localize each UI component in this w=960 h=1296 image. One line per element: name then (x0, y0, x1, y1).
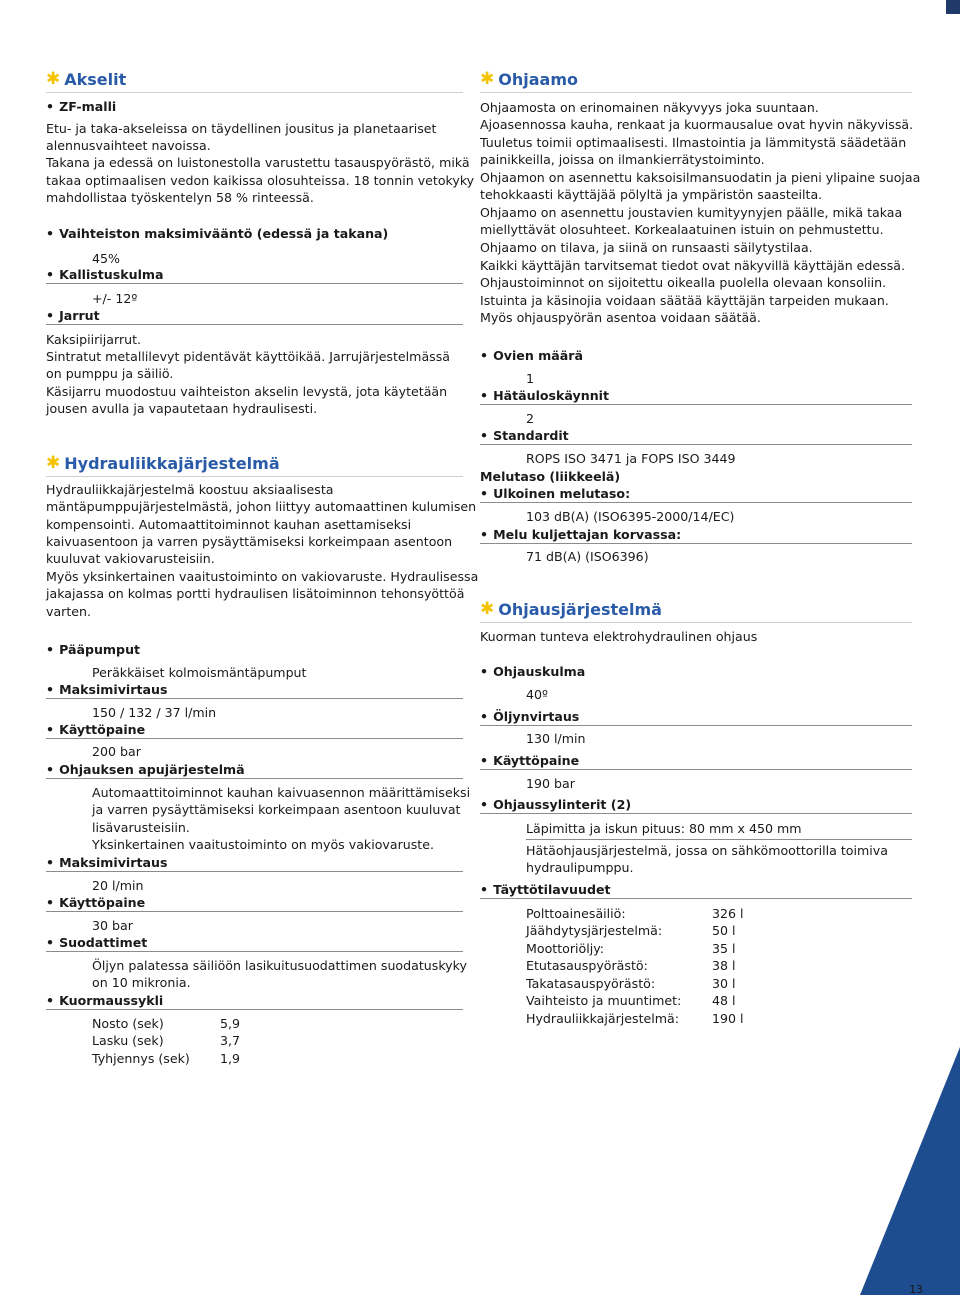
section-akselit-heading (46, 69, 126, 89)
cycle-key: Nosto (sek) (92, 1016, 164, 1031)
spec-value: 150 / 132 / 37 l/min (92, 705, 217, 720)
paragraph-line: mäntäpumppujärjestelmästä, johon liittyy automaattinen kulumisen (46, 499, 477, 514)
paragraph-line: Kaksipiirijarrut. (46, 332, 142, 347)
spec-label: • Standardit (480, 427, 912, 445)
spec-value: 30 bar (92, 918, 133, 933)
spec-value: 200 bar (92, 744, 141, 759)
section-title: Hydrauliikkajärjestelmä (64, 453, 280, 473)
paragraph-line: Ohjaustoiminnot on sijoitettu oikealla puolella olevaan konsoliin. (480, 275, 887, 290)
section-title: Akselit (64, 69, 127, 89)
asterisk-icon: ✱ (480, 69, 495, 89)
spec-label: • Ulkoinen melutaso: (480, 485, 912, 503)
paragraph-line: alennusvaihteet navoissa. (46, 138, 211, 153)
spec-heading: Melutaso (liikkeelä) (480, 469, 621, 484)
paragraph-line: Ohjaamo on asennettu joustavien kumityynyjen päälle, mikä takaa (480, 205, 903, 220)
spec-label: • Kallistuskulma (46, 266, 463, 284)
capacity-value: 326 l (712, 906, 744, 921)
paragraph-line: mahdollistaa työskentelyn 58 % rinteessä. (46, 190, 314, 205)
paragraph-line: lisävarusteisiin. (92, 820, 190, 835)
capacity-key: Polttoainesäiliö: (526, 906, 626, 921)
paragraph-line: varten. (46, 604, 92, 619)
paragraph-line: Hydrauliikkajärjestelmä koostuu aksiaalisesta (46, 482, 334, 497)
spec-label: • Jarrut (46, 307, 463, 325)
divider (480, 622, 912, 623)
paragraph-line: hydraulipumppu. (526, 860, 634, 875)
paragraph-line: Takana ja edessä on luistonestolla varustettu tasauspyörästö, mikä (46, 155, 470, 170)
section-ohjaamo-heading (480, 69, 578, 89)
divider (46, 476, 463, 477)
divider (46, 92, 463, 93)
page-number: 13 (909, 1283, 923, 1296)
paragraph-line: miellyttävät olosuhteet. Korkealaatuinen istuin on pehmustettu. (480, 222, 884, 237)
capacity-value: 50 l (712, 923, 736, 938)
corner-triangle-decoration (860, 1047, 960, 1295)
spec-label: • Käyttöpaine (480, 752, 912, 770)
paragraph-line: Tuuletus toimii optimaalisesti. Ilmastointia ja lämmitystä säädetään (480, 135, 907, 150)
paragraph-line: Käsijarru muodostuu vaihteiston akselin levystä, jota käytetään (46, 384, 448, 399)
spec-value: 190 bar (526, 776, 575, 791)
paragraph-line: Sintratut metallilevyt pidentävät käyttöikää. Jarrujärjestelmässä (46, 349, 451, 364)
spec-label: • Käyttöpaine (46, 894, 463, 912)
spec-label: • Ohjauskulma (480, 663, 585, 680)
capacity-key: Jäähdytysjärjestelmä: (526, 923, 663, 938)
spec-value: Peräkkäiset kolmoismäntäpumput (92, 665, 307, 680)
cycle-key: Lasku (sek) (92, 1033, 164, 1048)
paragraph-line: on 10 mikronia. (92, 975, 191, 990)
asterisk-icon: ✱ (46, 453, 61, 473)
paragraph-line: Öljyn palatessa säiliöön lasikuitusuodattimen suodatuskyky (92, 958, 467, 973)
spec-label: • Pääpumput (46, 641, 140, 658)
paragraph-line: ja varren pysäyttämiseksi korkeimpaan asentoon kuuluvat (92, 802, 461, 817)
spec-value: 71 dB(A) (ISO6396) (526, 549, 649, 564)
capacity-value: 48 l (712, 993, 736, 1008)
spec-label: • Hätäuloskäynnit (480, 387, 912, 405)
paragraph-line: takaa optimaalisen vedon kaikissa olosuhteissa. 18 tonnin vetokyky (46, 173, 475, 188)
capacity-value: 30 l (712, 976, 736, 991)
section-ohjaus-heading (480, 599, 662, 619)
paragraph-line: tehokkaasti käyttäjää pölyltä ja ympäristön saasteilta. (480, 187, 823, 202)
spec-value: +/- 12º (92, 291, 138, 306)
paragraph-line: Ohjaamo on tilava, ja siinä on runsaasti säilytystilaa. (480, 240, 813, 255)
corner-mark (946, 0, 960, 14)
paragraph-line: Automaattitoiminnot kauhan kaivuasennon määrittämiseksi (92, 785, 471, 800)
capacity-key: Moottoriöljy: (526, 941, 605, 956)
cycle-value: 3,7 (220, 1033, 241, 1048)
spec-label: • Öljynvirtaus (480, 708, 912, 726)
spec-value: 20 l/min (92, 878, 144, 893)
paragraph-line: Myös yksinkertainen vaaitustoiminto on vakiovaruste. Hydraulisessa (46, 569, 479, 584)
spec-value: 103 dB(A) (ISO6395-2000/14/EC) (526, 509, 735, 524)
capacity-key: Takatasauspyörästö: (526, 976, 656, 991)
spec-value: Läpimitta ja iskun pituus: 80 mm x 450 mm (526, 821, 802, 836)
spec-label: • Vaihteiston maksimivääntö (edessä ja takana) (46, 225, 388, 242)
asterisk-icon: ✱ (480, 599, 495, 619)
paragraph-line: jousen avulla ja vapautetaan hydraulisesti. (46, 401, 318, 416)
divider (480, 92, 912, 93)
spec-value: 2 (526, 411, 535, 426)
asterisk-icon: ✱ (46, 69, 61, 89)
spec-label: • Käyttöpaine (46, 721, 463, 739)
paragraph-line: Ohjaamon on asennettu kaksoisilmansuodatin ja pieni ylipaine suojaa (480, 170, 921, 185)
paragraph-line: Yksinkertainen vaaitustoiminto on myös vakiovaruste. (92, 837, 434, 852)
paragraph-line: Myös ohjauspyörän asentoa voidaan säätää. (480, 310, 761, 325)
paragraph-line: Ajoasennossa kauha, renkaat ja kuormausalue ovat hyvin näkyvissä. (480, 117, 914, 132)
paragraph-line: Kaikki käyttäjän tarvitsemat tiedot ovat näkyvillä käyttäjän edessä. (480, 258, 906, 273)
spec-label: • Melu kuljettajan korvassa: (480, 526, 912, 544)
spec-value: ROPS ISO 3471 ja FOPS ISO 3449 (526, 451, 736, 466)
paragraph-line: kaivuasentoon ja varren pysäyttämiseksi korkeimpaan asentoon (46, 534, 453, 549)
paragraph-line: painikkeilla, joissa on ilmankierrätystoiminto. (480, 152, 765, 167)
section-title: Ohjausjärjestelmä (498, 599, 662, 619)
spec-value: 130 l/min (526, 731, 586, 746)
section-title: Ohjaamo (498, 69, 578, 89)
spec-label: • Maksimivirtaus (46, 854, 463, 872)
spec-label: • Ohjaussylinterit (2) (480, 796, 912, 814)
capacity-key: Etutasauspyörästö: (526, 958, 648, 973)
spec-value: 40º (526, 687, 548, 702)
spec-label: • Maksimivirtaus (46, 681, 463, 699)
section-hydrauliikka-heading (46, 453, 280, 473)
paragraph-line: jakajassa on kolmas portti hydraulisen lisätoiminnon tehonsyöttöä (46, 586, 465, 601)
paragraph-line: on pumppu ja säiliö. (46, 366, 174, 381)
spec-value: 45% (92, 251, 120, 266)
divider (526, 839, 912, 840)
paragraph-line: Etu- ja taka-akseleissa on täydellinen jousitus ja planetaariset (46, 121, 437, 136)
spec-label: • Ovien määrä (480, 347, 583, 364)
spec-value: 1 (526, 371, 535, 386)
capacity-key: Hydrauliikkajärjestelmä: (526, 1011, 679, 1026)
paragraph-line: kuuluvat vakiovarusteisiin. (46, 551, 215, 566)
capacity-value: 190 l (712, 1011, 744, 1026)
cycle-key: Tyhjennys (sek) (92, 1051, 190, 1066)
spec-label: • Ohjauksen apujärjestelmä (46, 761, 463, 779)
capacity-value: 35 l (712, 941, 736, 956)
spec-label: • Täyttötilavuudet (480, 881, 912, 899)
cycle-value: 5,9 (220, 1016, 241, 1031)
capacity-value: 38 l (712, 958, 736, 973)
paragraph-line: Kuorman tunteva elektrohydraulinen ohjaus (480, 629, 758, 644)
cycle-value: 1,9 (220, 1051, 241, 1066)
paragraph-line: Istuinta ja käsinojia voidaan säätää käyttäjän tarpeiden mukaan. (480, 293, 889, 308)
paragraph-line: Ohjaamosta on erinomainen näkyvyys joka suuntaan. (480, 100, 819, 115)
paragraph-line: Hätäohjausjärjestelmä, jossa on sähkömoottorilla toimiva (526, 843, 888, 858)
capacity-key: Vaihteisto ja muuntimet: (526, 993, 682, 1008)
paragraph-line: kompensointi. Automaattitoiminnot kauhan asettamiseksi (46, 517, 412, 532)
zf-model-label: • ZF-malli (46, 98, 116, 115)
spec-label: • Kuormaussykli (46, 992, 463, 1010)
spec-label: • Suodattimet (46, 934, 463, 952)
